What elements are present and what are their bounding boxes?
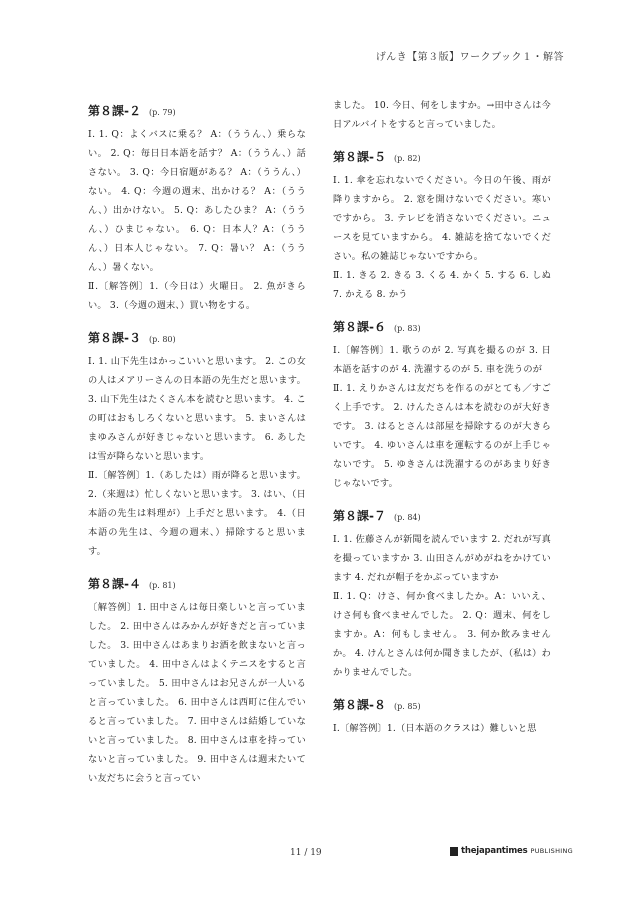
section-page-ref: (p. 80) xyxy=(148,335,176,344)
section-heading: 第８課-５ xyxy=(333,150,386,164)
paragraph: Ⅱ. 1. Q：けさ、何か食べましたか。A：いいえ、けさ何も食べませんでした。 2. Q：週末、何をしますか。A：何もしません。 3. 何か飲みませんか。 4. けんとさんは何か聞きましたが、（私は）わかりませんでした。 xyxy=(333,591,551,678)
section xyxy=(88,329,306,561)
section-heading: 第８課-８ xyxy=(333,698,386,712)
section-continuation xyxy=(333,96,551,134)
section-heading: 第８課-６ xyxy=(333,320,386,334)
section-title xyxy=(88,102,306,119)
section-title xyxy=(88,575,306,592)
publisher-suffix: PUBLISHING xyxy=(530,847,573,855)
paragraph: Ⅱ. 1. えりかさんは友だちを作るのがとても／すごく上手です。 2. けんたさんは本を読むのが大好きです。 3. はるとさんは部屋を掃除するのが大きらいです。 4. ゆいさんは車を運転するのが上手じゃないです。 5. ゆきさんは洗濯するのがあまり好きじゃないです。 xyxy=(333,383,551,489)
paragraph: ました。 10. 今日、何をしますか。→田中さんは今日アルバイトをすると言っていました。 xyxy=(333,100,551,130)
section xyxy=(333,507,551,682)
section-heading: 第８課-７ xyxy=(333,509,386,523)
section-title xyxy=(333,507,551,524)
paragraph: Ⅱ.〔解答例〕1.（今日は）火曜日。 2. 魚がきらい。 3.（今週の週末、）買い物をする。 xyxy=(88,281,306,311)
section-page-ref: (p. 85) xyxy=(393,702,421,711)
section-heading: 第８課-３ xyxy=(88,331,141,345)
section xyxy=(88,575,306,788)
page-number: 11 / 19 xyxy=(290,848,322,858)
paragraph: Ⅰ.〔解答例〕1. 歌うのが 2. 写真を撮るのが 3. 日本語を話すのが 4. 洗濯するのが 5. 車を洗うのが xyxy=(333,345,551,375)
section-title xyxy=(333,148,551,165)
paragraph: Ⅱ.〔解答例〕1.（あしたは）雨が降ると思います。 2.（来週は）忙しくないと思います。 3. はい、（日本語の先生は料理が）上手だと思います。 4.（日本語の先生は、今週の週末、）掃除すると思います。 xyxy=(88,470,306,557)
section xyxy=(88,102,306,315)
section-heading: 第８課-４ xyxy=(88,577,141,591)
section-page-ref: (p. 79) xyxy=(148,108,176,117)
publisher-mark-icon xyxy=(450,847,458,856)
paragraph: Ⅰ. 1. Q：よくバスに乗る？ A：（ううん、）乗らない。 2. Q：毎日日本語を話す？ A：（ううん、）話さない。 3. Q：今日宿題がある？ A：（ううん、）ない。 4. Q：今週の週末、出かける？ A：（ううん、）出かけない。 5. Q：あしたひま？ A：（ううん、）ひまじゃない。 6. Q：日本人？A：（ううん、）日本人じゃない。 7. Q：暑い？ A：（ううん、）暑くない。 xyxy=(88,129,306,273)
paragraph: 〔解答例〕1. 田中さんは毎日楽しいと言っていました。 2. 田中さんはみかんが好きだと言っていました。 3. 田中さんはあまりお酒を飲まないと言っていました。 4. 田中さんはよくテニスをすると言っていました。 5. 田中さんはお兄さんが一人いると言っていました。 6. 田中さんは西町に住んでいると言っていました。 7. 田中さんは結婚していないと言っていました。 8. 田中さんは車を持っていないと言っていました。 9. 田中さんは週末たいてい友だちに会うと言ってい xyxy=(88,602,306,784)
paragraph: Ⅰ. 1. 傘を忘れないでください。今日の午後、雨が降りますから。 2. 窓を開けないでください。寒いですから。 3. テレビを消さないでください。ニュースを見ていますから。 4. 雑誌を捨てないでください。私の雑誌じゃないですから。 xyxy=(333,175,551,262)
right-column xyxy=(333,96,551,752)
section xyxy=(333,696,551,738)
publisher-logo xyxy=(450,846,573,856)
section-heading: 第８課-２ xyxy=(88,104,141,118)
section xyxy=(333,318,551,493)
section-page-ref: (p. 84) xyxy=(393,513,421,522)
publisher-name: thejapantimes xyxy=(461,846,528,856)
section-title xyxy=(333,318,551,335)
header-title: げんき【第３版】ワークブック１・解答 xyxy=(375,52,564,63)
section-title xyxy=(88,329,306,346)
section-page-ref: (p. 82) xyxy=(393,154,421,163)
section-page-ref: (p. 83) xyxy=(393,324,421,333)
paragraph: Ⅰ. 1. 佐藤さんが新聞を読んでいます 2. だれが写真を撮っていますか 3. 山田さんがめがねをかけています 4. だれが帽子をかぶっていますか xyxy=(333,534,551,583)
paragraph: Ⅱ. 1. きる 2. きる 3. くる 4. かく 5. する 6. しぬ 7. かえる 8. かう xyxy=(333,270,551,300)
section-page-ref: (p. 81) xyxy=(148,581,176,590)
left-column xyxy=(88,96,306,802)
paragraph: Ⅰ.〔解答例〕1.（日本語のクラスは）難しいと思 xyxy=(333,723,537,734)
section-title xyxy=(333,696,551,713)
section xyxy=(333,148,551,304)
paragraph: Ⅰ. 1. 山下先生はかっこいいと思います。 2. この女の人はメアリーさんの日本語の先生だと思います。 3. 山下先生はたくさん本を読むと思います。 4. この町はおもしろくないと思います。 5. まいさんはまゆみさんが好きじゃないと思います。 6. あしたは雪が降らないと思います。 xyxy=(88,356,306,462)
